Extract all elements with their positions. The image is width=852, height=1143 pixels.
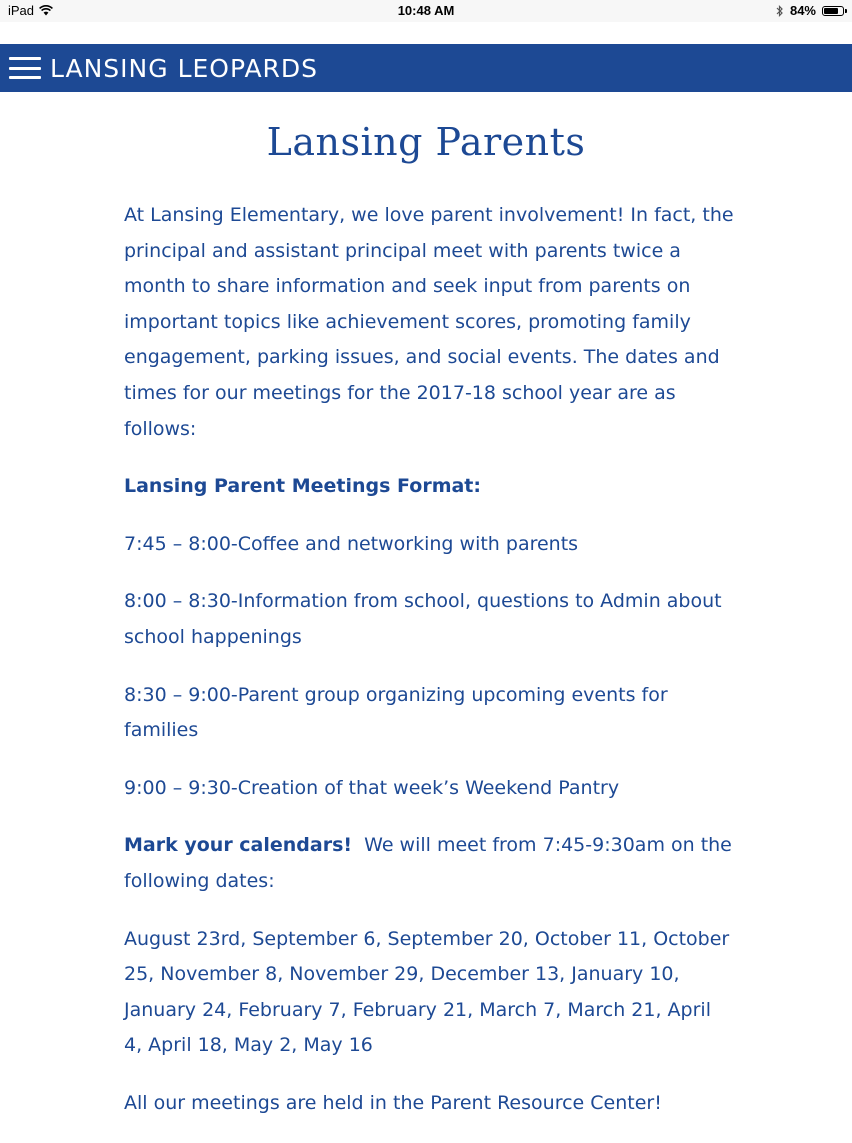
format-heading: Lansing Parent Meetings Format:	[124, 475, 481, 498]
status-bar-right	[776, 3, 844, 18]
site-title[interactable]: LANSING LEOPARDS	[50, 53, 319, 83]
status-bar	[0, 0, 852, 22]
schedule-item: 7:45 – 8:00-Coffee and networking with parents	[124, 532, 579, 555]
battery-percent: 84%	[789, 3, 816, 18]
schedule-item: 8:00 – 8:30-Information from school, questions to Admin about school happenings	[124, 590, 722, 648]
site-header	[0, 44, 852, 92]
page-title: Lansing Parents	[266, 120, 586, 164]
battery-level-fill	[824, 8, 838, 14]
hamburger-menu-icon[interactable]	[9, 57, 41, 79]
bluetooth-icon	[776, 5, 784, 17]
meeting-dates: August 23rd, September 6, September 20, October 11, October 25, November 8, November 29, December 13, January 10, January 24, February 7, February 21, March 7, March 21, April 4, April 18, May 2, May 16	[124, 927, 730, 1057]
intro-paragraph: At Lansing Elementary, we love parent involvement! In fact, the principal and assistant principal meet with parents twice a month to share information and seek input from parents on important topics like achievement scores, promoting family engagement, parking issues, and social events. The dates and times for our meetings for the 2017-18 school year are as follows:	[124, 204, 734, 440]
calendar-paragraph	[124, 828, 738, 899]
calendar-text: We will meet from 7:45-9:30am on the following dates:	[124, 834, 738, 892]
status-bar-time: 10:48 AM	[397, 3, 455, 18]
main-content	[0, 92, 852, 164]
location-paragraph: All our meetings are held in the Parent Resource Center!	[124, 1091, 662, 1114]
schedule-item: 8:30 – 9:00-Parent group organizing upcoming events for families	[124, 683, 668, 742]
schedule-item: 9:00 – 9:30-Creation of that week’s Weekend Pantry	[124, 776, 620, 799]
article-body	[124, 198, 738, 1143]
calendar-strong: Mark your calendars!	[124, 834, 353, 857]
battery-icon	[822, 6, 844, 16]
device-name: iPad	[8, 3, 35, 18]
